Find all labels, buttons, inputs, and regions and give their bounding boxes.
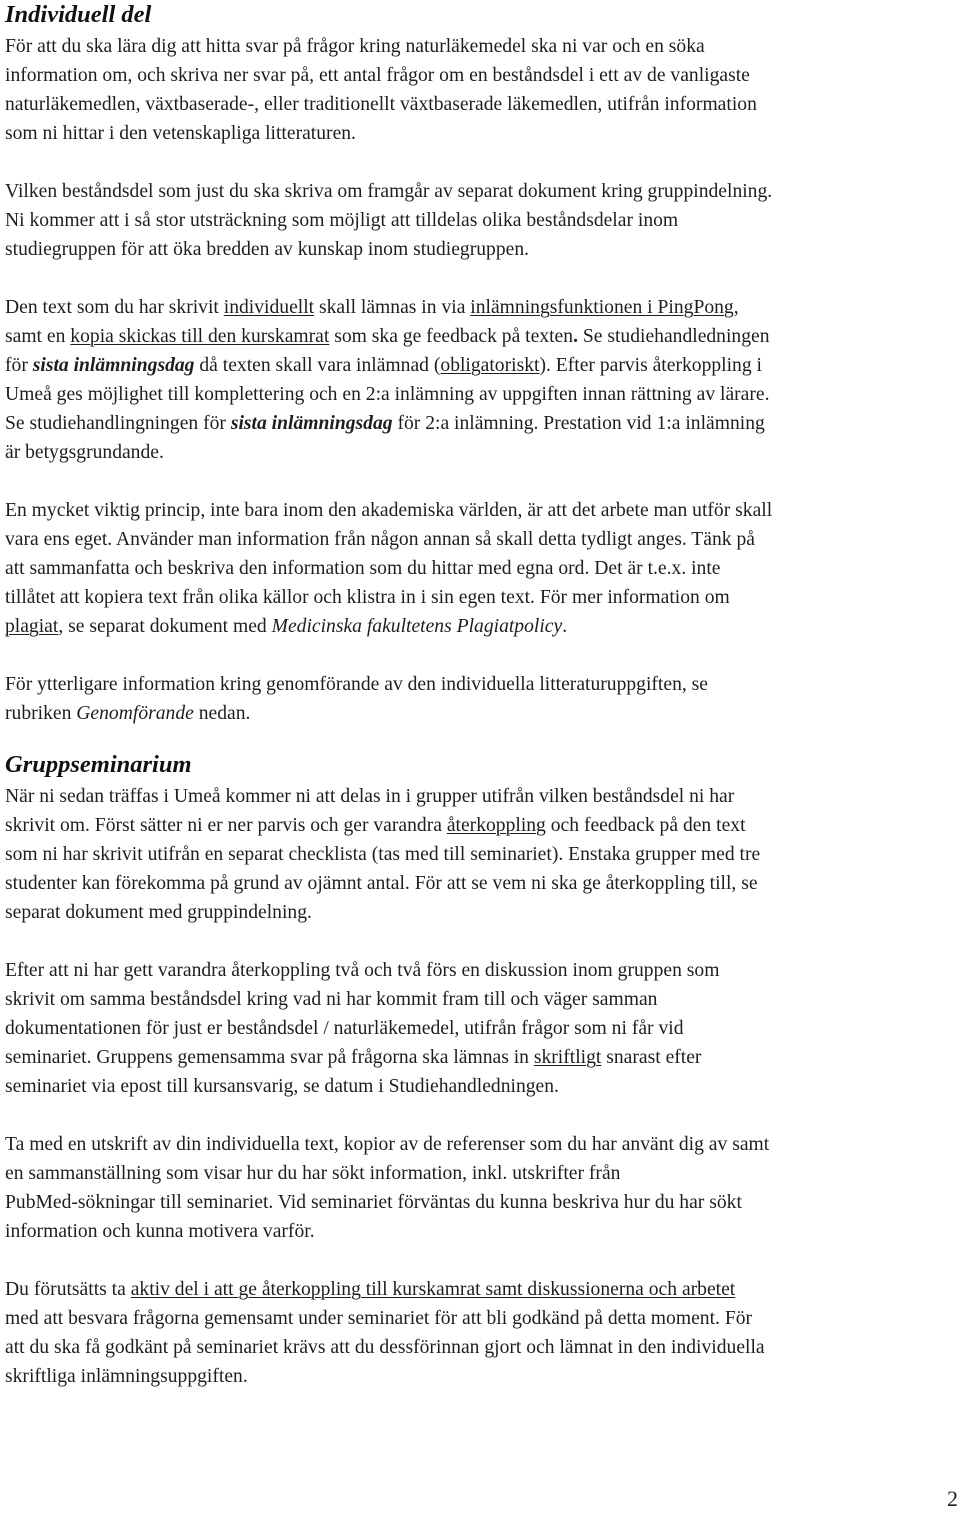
paragraph-further-info — [5, 670, 957, 728]
text-line: studenter kan förekomma på grund av ojämnt antal. För att se vem ni ska ge återkoppling till, se — [5, 873, 758, 894]
text-line: som ni har skrivit utifrån en separat checklista (tas med till seminariet). Enstaka grupper med tre — [5, 844, 761, 865]
text-line: naturläkemedlen, växtbaserade-, eller traditionellt växtbaserade läkemedlen, utifrån information — [5, 94, 757, 115]
text-line: plagiat, se separat dokument med Medicinska fakultetens Plagiatpolicy. — [5, 616, 568, 637]
text-line: Den text som du har skrivit individuellt skall lämnas in via inlämningsfunktionen i PingPong, — [5, 297, 739, 318]
paragraph-participation — [5, 1275, 957, 1391]
text-line: för sista inlämningsdag då texten skall vara inlämnad (obligatoriskt). Efter parvis återkoppling i — [5, 355, 762, 376]
paragraph-component-assignment — [5, 177, 957, 264]
paragraph-group-formation — [5, 782, 957, 927]
paragraph-group-discussion — [5, 956, 957, 1101]
text-line: PubMed-sökningar till seminariet. Vid seminariet förväntas du kunna beskriva hur du har sökt — [5, 1192, 742, 1213]
text-line: att sammanfatta och beskriva den information som du hittar med egna ord. Det är t.e.x. inte — [5, 558, 721, 579]
emphasis-plagiatpolicy: Medicinska fakultetens Plagiatpolicy — [271, 616, 563, 637]
text-line: Vilken beståndsdel som just du ska skriva om framgår av separat dokument kring gruppindelning. — [5, 181, 773, 202]
underlined-active-participation: aktiv del i att ge återkoppling till kurskamrat samt diskussionerna och arbetet — [130, 1279, 736, 1300]
paragraph-plagiarism — [5, 496, 957, 641]
text-line: information och kunna motivera varför. — [5, 1221, 315, 1242]
text-line: seminariet via epost till kursansvarig, se datum i Studiehandledningen. — [5, 1076, 559, 1097]
text-line: är betygsgrundande. — [5, 442, 164, 463]
emphasis-genomforande: Genomförande — [76, 703, 194, 724]
underlined-aterkoppling: återkoppling — [446, 815, 546, 836]
heading-gruppseminarium: Gruppseminarium — [5, 751, 192, 778]
text-line: dokumentationen för just er beståndsdel / naturläkemedel, utifrån frågor som ni får vid — [5, 1018, 684, 1039]
text-line: separat dokument med gruppindelning. — [5, 902, 312, 923]
document-page — [5, 0, 957, 1391]
text-line: För ytterligare information kring genomförande av den individuella litteraturuppgiften, se — [5, 674, 708, 695]
text-line: Ni kommer att i så stor utsträckning som möjligt att tilldelas olika beståndsdelar inom — [5, 210, 679, 231]
text-line: skrivit om. Först sätter ni er ner parvis och ger varandra återkoppling och feedback på den text — [5, 815, 746, 836]
heading-individuell-del: Individuell del — [5, 1, 152, 28]
text-line: rubriken Genomförande nedan. — [5, 703, 251, 724]
text-line: samt en kopia skickas till den kurskamrat som ska ge feedback på texten. Se studiehandledningen — [5, 326, 770, 347]
underlined-pingpong-submission: inlämningsfunktionen i PingPong — [470, 297, 734, 318]
text-line: tillåtet att kopiera text från olika källor och klistra in i sin egen text. För mer information om — [5, 587, 730, 608]
underlined-obligatoriskt: obligatoriskt — [440, 355, 540, 376]
underlined-individuellt: individuellt — [223, 297, 315, 318]
text-line: Du förutsätts ta aktiv del i att ge återkoppling till kurskamrat samt diskussionerna och arbetet — [5, 1279, 736, 1300]
underlined-skriftligt: skriftligt — [533, 1047, 602, 1068]
text-line: med att besvara frågorna gemensamt under seminariet för att bli godkänd på detta moment. För — [5, 1308, 753, 1329]
emphasis-deadline: sista inlämningsdag — [32, 355, 195, 376]
text-line: När ni sedan träffas i Umeå kommer ni att delas in i grupper utifrån vilken beståndsdel ni har — [5, 786, 735, 807]
text-line: För att du ska lära dig att hitta svar på frågor kring naturläkemedel ska ni var och en söka — [5, 36, 705, 57]
text-line: att du ska få godkänt på seminariet krävs att du dessförinnan gjort och lämnat in den individuella — [5, 1337, 765, 1358]
emphasis-deadline: sista inlämningsdag — [230, 413, 393, 434]
text-line: Efter att ni har gett varandra återkoppling två och två förs en diskussion inom gruppen som — [5, 960, 720, 981]
text-line: studiegruppen för att öka bredden av kunskap inom studiegruppen. — [5, 239, 530, 260]
paragraph-submission — [5, 293, 957, 467]
text-line: skrivit om samma beståndsdel kring vad ni har kommit fram till och väger samman — [5, 989, 658, 1010]
text-line: skriftliga inlämningsuppgiften. — [5, 1366, 248, 1387]
page-number: 2 — [947, 1486, 958, 1511]
paragraph-bring-materials — [5, 1130, 957, 1246]
text-line: en sammanställning som visar hur du har sökt information, inkl. utskrifter från — [5, 1163, 621, 1184]
text-line: vara ens eget. Använder man information från någon annan så skall detta tydligt anges. Tänk på — [5, 529, 755, 550]
text-line: Se studiehandlingningen för sista inlämningsdag för 2:a inlämning. Prestation vid 1:a inlämning — [5, 413, 765, 434]
text-line: Umeå ges möjlighet till komplettering och en 2:a inlämning av uppgiften innan rättning av lärare. — [5, 384, 770, 405]
underlined-plagiat: plagiat — [5, 616, 59, 637]
text-line: information om, och skriva ner svar på, ett antal frågor om en beståndsdel i ett av de vanligaste — [5, 65, 750, 86]
text-line: En mycket viktig princip, inte bara inom den akademiska världen, är att det arbete man utför skall — [5, 500, 773, 521]
paragraph-intro — [5, 32, 957, 148]
underlined-copy-to-classmate: kopia skickas till den kurskamrat — [70, 326, 330, 347]
text-line: Ta med en utskrift av din individuella text, kopior av de referenser som du har använt dig av samt — [5, 1134, 770, 1155]
text-line: seminariet. Gruppens gemensamma svar på frågorna ska lämnas in skriftligt snarast efter — [5, 1047, 702, 1068]
text-line: som ni hittar i den vetenskapliga litteraturen. — [5, 123, 356, 144]
